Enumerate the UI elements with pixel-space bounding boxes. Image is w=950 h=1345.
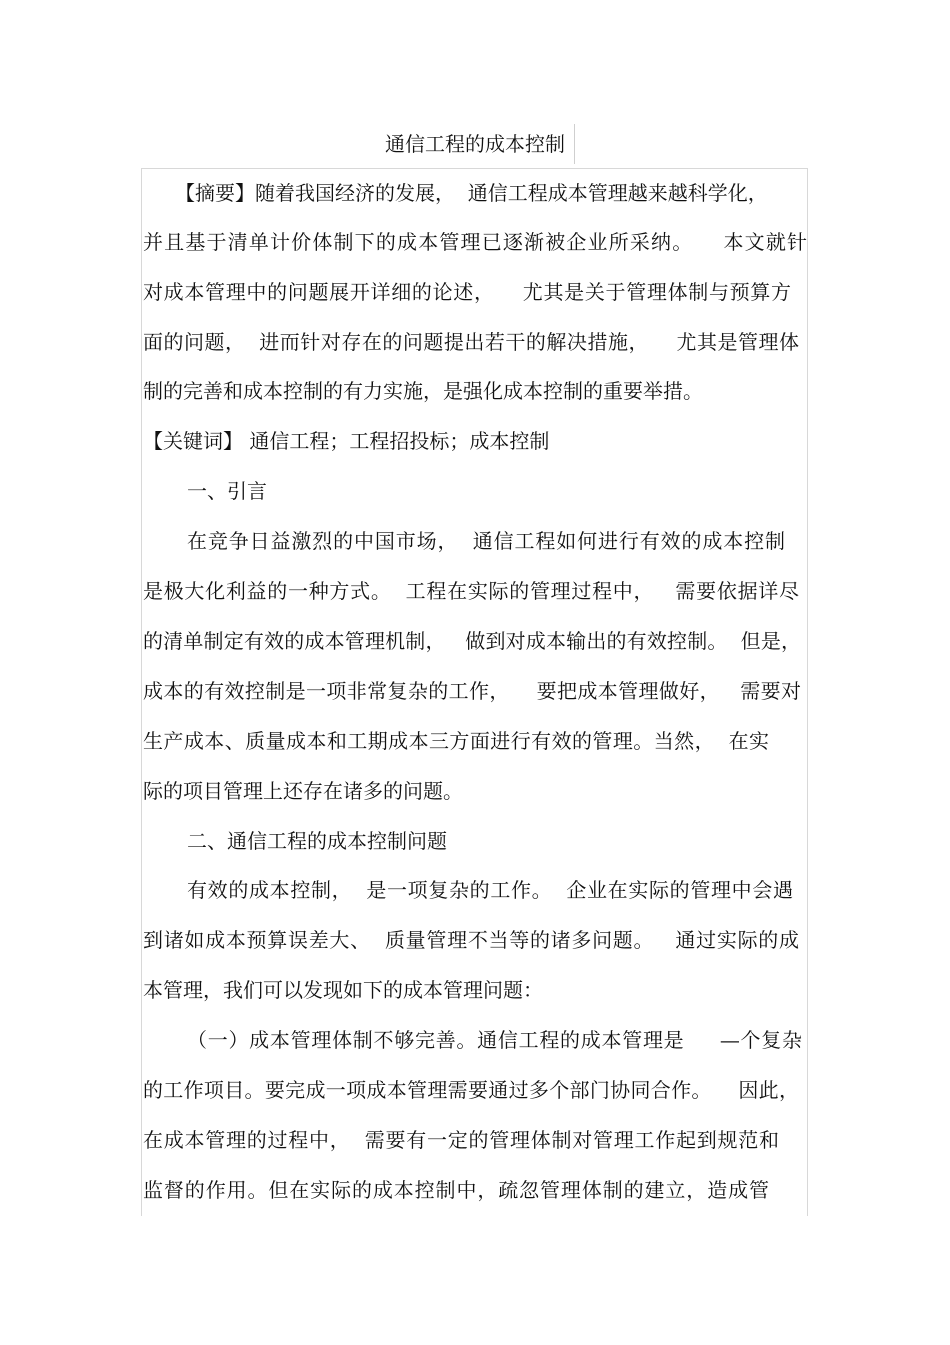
keywords-line: 【关键词】 通信工程；工程招投标；成本控制 [143,429,550,453]
intro-line-4: 成本的有效控制是一项非常复杂的工作， 要把成本管理做好， 需要对 [143,679,801,703]
problems-line-3: 本管理，我们可以发现如下的成本管理问题： [143,978,543,1002]
subsection-line-2: 的工作项目。要完成一项成本管理需要通过多个部门协同合作。 因此， [143,1078,799,1102]
subsection-line-4: 监督的作用。但在实际的成本控制中，疏忽管理体制的建立，造成管 [143,1178,769,1202]
problems-line-2: 到诸如成本预算误差大、 质量管理不当等的诸多问题。 通过实际的成 [143,928,799,952]
intro-line-3: 的清单制定有效的成本管理机制， 做到对成本输出的有效控制。 但是， [143,629,801,653]
intro-line-6: 际的项目管理上还存在诸多的问题。 [143,779,463,803]
intro-line-2: 是极大化利益的一种方式。 工程在实际的管理过程中， 需要依据详尽 [143,579,799,603]
intro-line-1: 在竞争日益激烈的中国市场， 通信工程如何进行有效的成本控制 [187,529,785,553]
intro-line-5: 生产成本、质量成本和工期成本三方面进行有效的管理。当然， 在实 [143,729,769,753]
section-heading-problems: 二、通信工程的成本控制问题 [187,829,447,853]
section-heading-intro: 一、引言 [187,479,267,503]
document-title: 通信工程的成本控制 [385,132,565,156]
abstract-line-5: 制的完善和成本控制的有力实施，是强化成本控制的重要举措。 [143,379,703,403]
abstract-line-3: 对成本管理中的问题展开详细的论述， 尤其是关于管理体制与预算方 [143,280,791,304]
abstract-line-4: 面的问题， 进而针对存在的问题提出若干的解决措施， 尤其是管理体 [143,330,799,354]
subsection-line-3: 在成本管理的过程中， 需要有一定的管理体制对管理工作起到规范和 [143,1128,779,1152]
problems-line-1: 有效的成本控制， 是一项复杂的工作。 企业在实际的管理中会遇 [187,878,793,902]
abstract-line-2: 并且基于清单计价体制下的成本管理已逐渐被企业所采纳。 本文就针 [143,230,807,254]
abstract-line-1: 【摘要】随着我国经济的发展， 通信工程成本管理越来越科学化， [175,181,768,205]
subsection-line-1: （一）成本管理体制不够完善。通信工程的成本管理是 —个复杂 [187,1028,802,1052]
